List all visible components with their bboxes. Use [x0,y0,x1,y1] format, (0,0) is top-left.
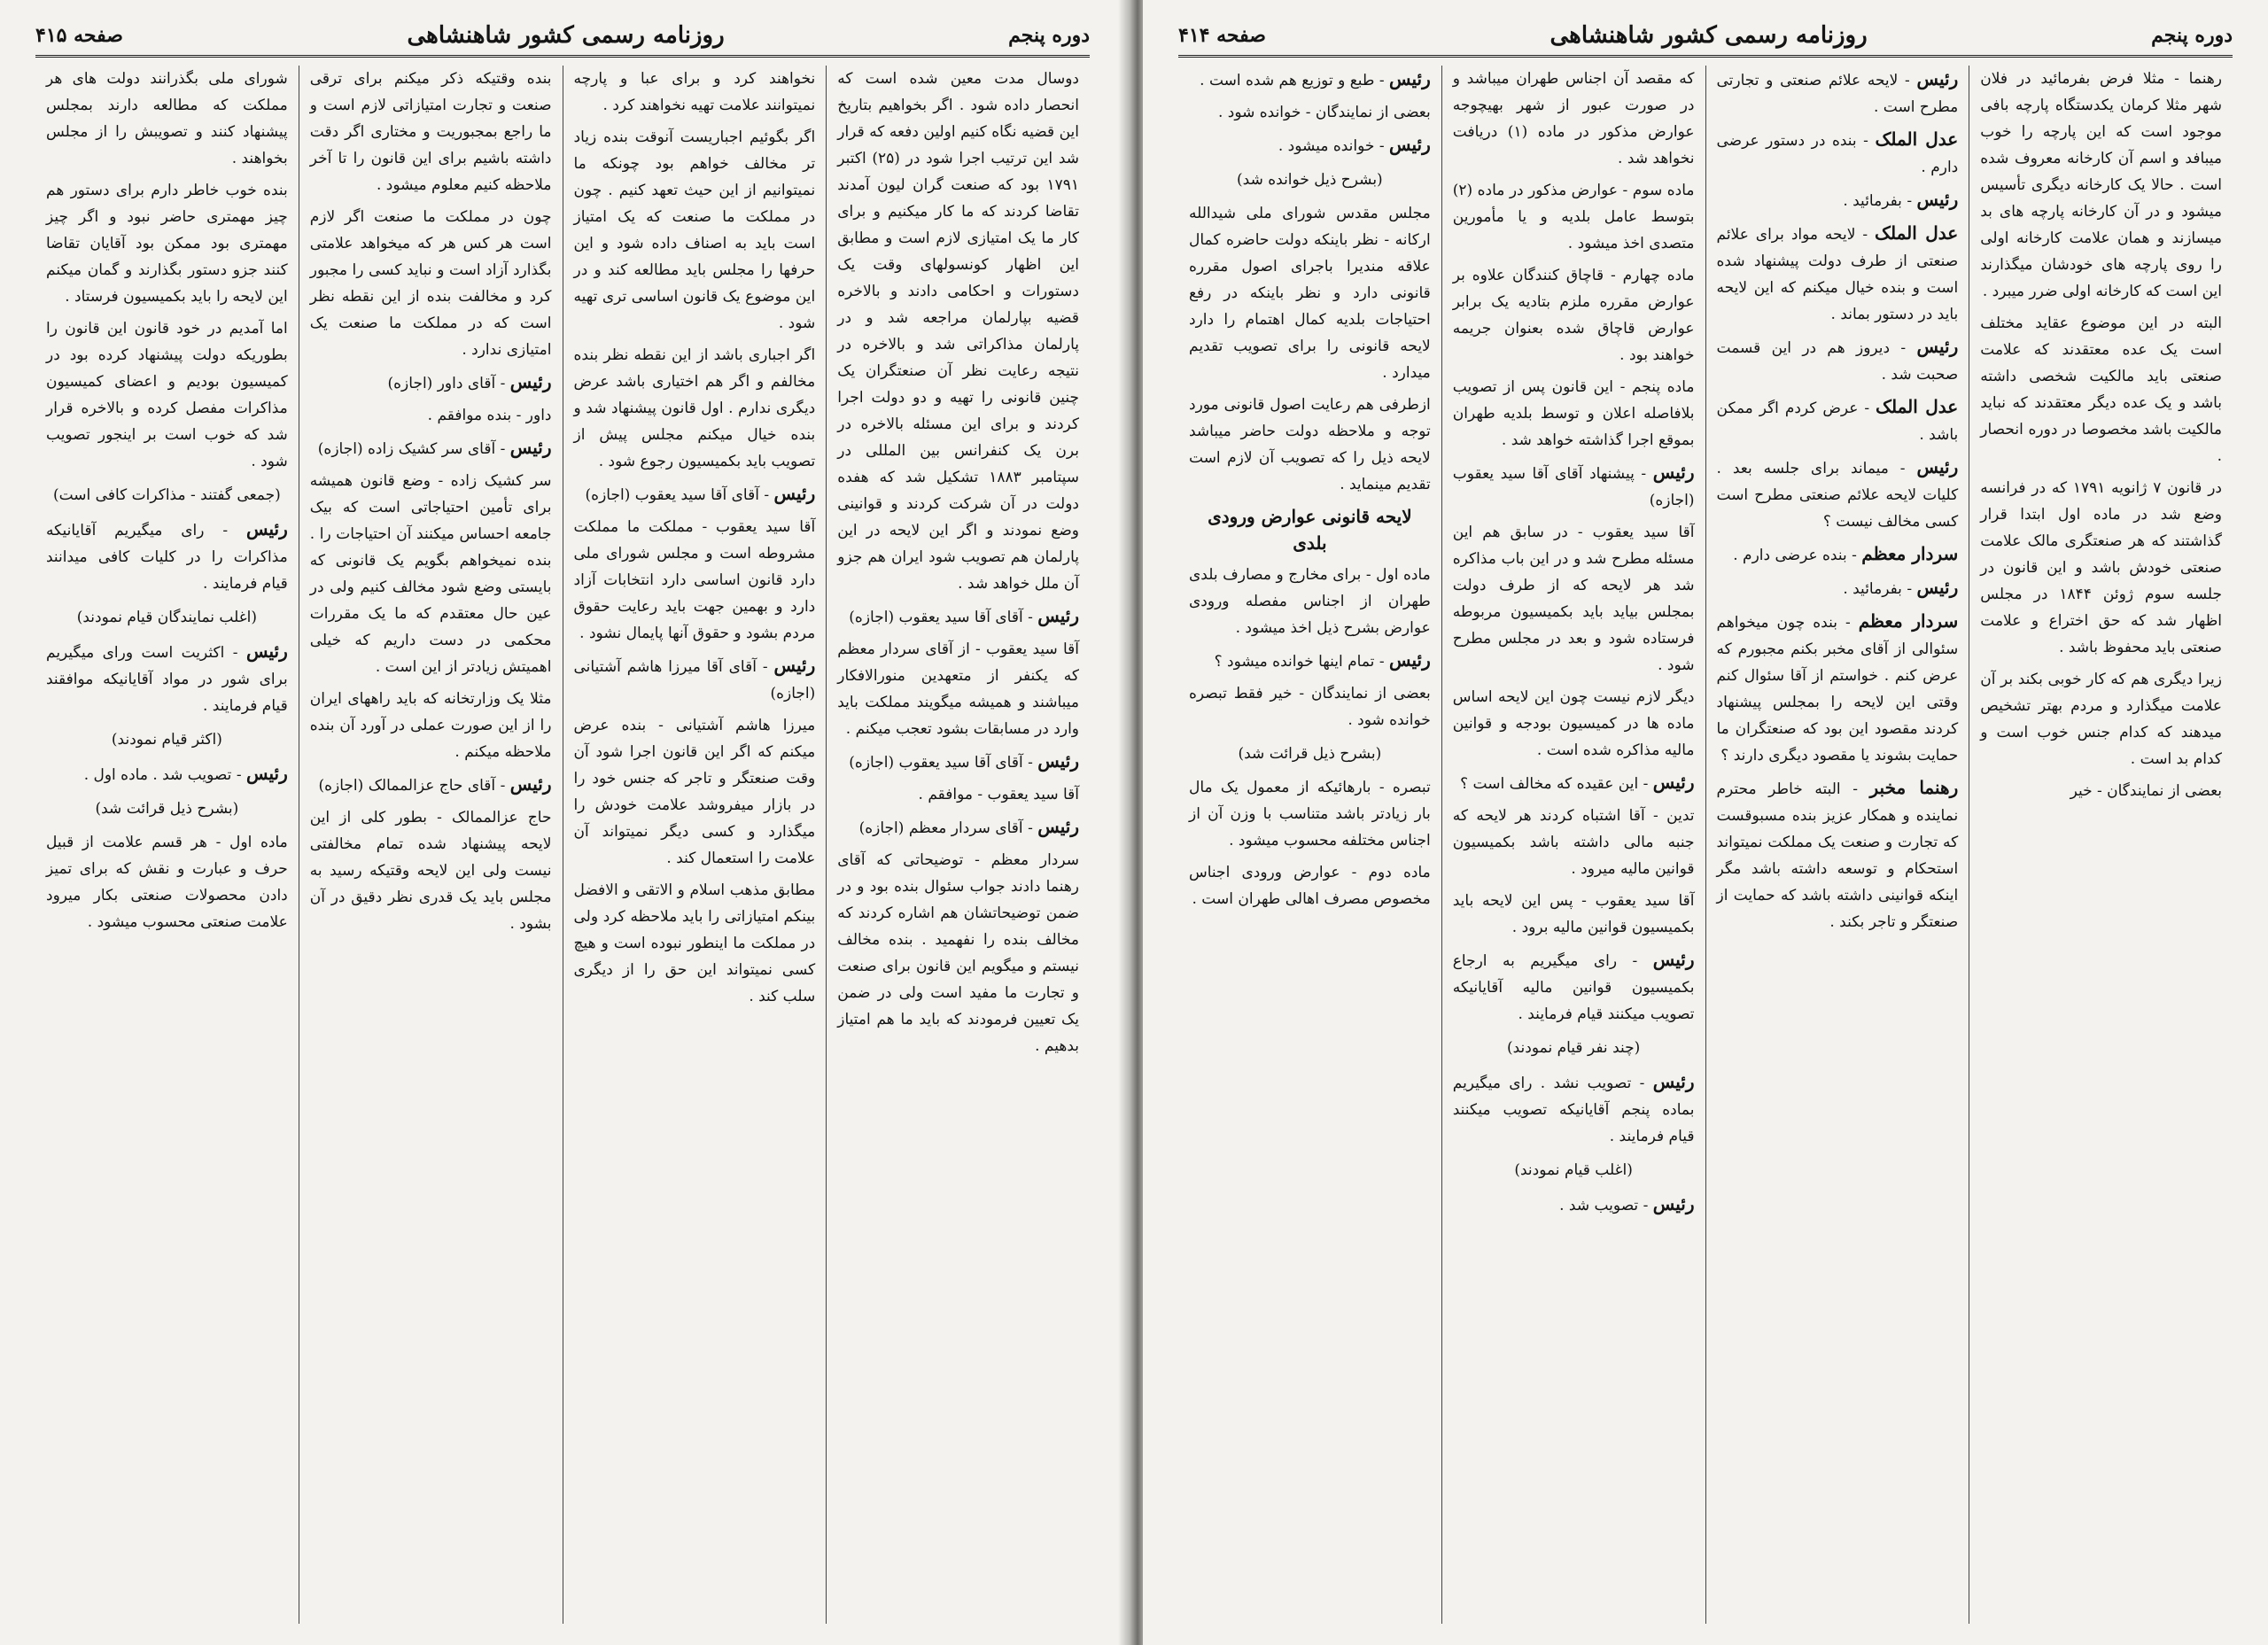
speaker-separator: - [1022,754,1038,772]
paragraph-text: سر کشیک زاده - وضع قانون همیشه برای تأمین احتیاجاتی است که بیک جامعه احساس میکنند آن احتیاجات را . بنده نمیخواهم بگویم یک قانونی که بایستی وضع شود مخالف کنیم ولی در عین حال معتقدم که ما یک مقررات محکمی در دست داریم که خیلی اهمیتش زیادتر از این است . [309,472,552,676]
page-header [35,16,1090,58]
speaker-separator: - [1901,580,1917,598]
paragraph-text: آقا سید یعقوب - در سابق هم این مسئله مطرح شد و در این باب مذاکره شد هر لایحه که از طرف دولت بمجلس بیاید باید بکمیسیون مربوطه فرستاده شود و بعد در مجلس مطرح شود . [1452,524,1695,674]
text-columns [1178,66,2233,1624]
paragraph-text: بعضی از نمایندگان - خوانده شود . [1217,104,1431,121]
paragraph-text: مثلا یک وزارتخانه که باید راههای ایران را از این صورت عملی در آورد آن بنده ملاحظه میکنم . [309,690,552,761]
paragraph-text: رای میگیریم به ارجاع بکمیسیون قوانین مالیه آقایانیکه تصویب میکنند قیام فرمایند . [1452,952,1695,1023]
paragraph-text: تمام اینها خوانده میشود ؟ [1214,653,1375,671]
paragraph [1453,177,1695,257]
paragraph-text: ازطرفی هم رعایت اصول قانونی مورد توجه و ملاحظه دولت حاضر میباشد لایحه ذیل را که تصویب آن لازم است تقدیم مینماید . [1189,396,1431,493]
paragraph [1980,475,2222,661]
speaker-separator: - [1890,339,1917,357]
paragraph [1980,666,2222,772]
paragraph [837,781,1079,808]
speaker-name: رئیس [1037,816,1079,837]
paragraph-text: اگر بگوئیم اجباریست آنوقت بنده زیاد تر مخالف خواهم بود چونکه ما نمیتوانیم از این حیث تعهد کنیم . چون در مملکت ما صنعت که یک امتیاز است باید به اصناف داده شود و این حرفها را مجلس باید مطالعه کند و در این موضوع یک قانون اساسی تری تهیه شود . [573,128,816,332]
paragraph-text: اکثریت است ورای میگیریم برای شور در مواد آقایانیکه موافقند قیام فرمایند . [46,644,288,715]
paragraph-text: لایحه مواد برای علائم صنعتی از طرف دولت پیشنهاد شده است و بنده خیال میکنم که این لایحه باید در دستور بماند . [1716,226,1959,323]
paragraph [1189,741,1431,767]
speaker-separator: - [1901,192,1917,210]
speaker-separator: - [1638,1197,1653,1214]
speaker-name: رهنما مخبر [1869,777,1959,798]
paragraph-text: آقای آقا سید یعقوب (اجازه) [849,609,1023,626]
paragraph [1717,574,1959,602]
period-label: دوره پنجم [2151,24,2233,47]
speaker-name: رئیس [1916,577,1959,598]
speaker-separator: - [1855,226,1876,244]
paragraph-text: آقا سید یعقوب - مملکت ما مملکت مشروطه است و مجلس شورای ملی دارد قانون اساسی دارد انتخابات آزاد دارد و بهمین جهت باید رعایت حقوق مردم بشود و حقوق آنها پایمال نشود . [573,518,816,642]
text-column [1969,66,2233,1624]
paragraph [1453,459,1695,514]
page-number: صفحه ۴۱۵ [35,24,123,47]
paragraph [310,434,552,462]
speaker-separator: - [231,766,246,784]
paragraph-text: حاج عزالممالک - بطور کلی از این لایحه پیشنهاد شده تمام مخالفتی نیست ولی این لایحه وقتیکه رسید به مجلس باید یک قدری نظر دقیق در آن بشود . [309,809,552,933]
paragraph [46,315,288,475]
speaker-separator: - [1638,775,1653,793]
speaker-separator: - [1374,137,1389,155]
paragraph [1453,374,1695,454]
paragraph [1453,769,1695,797]
paragraph-text: البته در این موضوع عقاید مختلف است یک عده معتقدند که علامت صنعتی باید مالکیت شخصی داشته باشد و یک عده دیگر معتقدند که نباید مالکیت باشد مخصوصا در دوره انحصار . [1980,314,2222,465]
paragraph-text: چون در مملکت ما صنعت اگر لازم است هر کس هر که میخواهد علامتی بگذارد آزاد است و نباید کسی را مجبور کرد و مخالفت بنده از این نقطه نظر است که در مملکت ما صنعت یک امتیازی ندارد . [309,208,552,359]
paragraph-text: آقای داور (اجازه) [387,375,496,392]
speaker-name: رئیس [1652,772,1695,793]
paragraph-text: البته خاطر محترم نماینده و همکار عزیز بنده مسبوقست که تجارت و صنعت یک مملکت نمیتواند استحکام و توسعه داشته باشد مگر اینکه قوانینی داشته باشد که حمایت از صنعتگر و تاجر بکند . [1716,780,1959,931]
paragraph [46,829,288,935]
paragraph-text: رای میگیریم آقایانیکه مذاکرات را در کلیات کافی میدانند قیام فرمایند . [46,522,288,593]
paragraph [46,726,288,753]
speaker-separator: - [1888,460,1917,477]
speaker-name: سردار معظم [1861,543,1959,564]
speaker-separator: - [758,486,774,504]
speaker-name: رئیس [1916,189,1959,210]
paragraph [310,804,552,937]
paragraph-text: پیشنهاد آقای آقا سید یعقوب (اجازه) [1452,465,1695,509]
paragraph-text: بنده خوب خاطر دارم برای دستور هم چیز مهمتری حاضر نبود و اگر چیز مهمتری بود ممکن بود آقایان تقاضا کنند جزو دستور بگذارند و گمان میکنم این لایحه را باید بکمیسیون فرستاد . [46,182,288,306]
paragraph [310,771,552,799]
paragraph-text: آقای آقا میرزا هاشم آشتیانی (اجازه) [573,658,816,702]
paragraph-text: بفرمائید . [1843,580,1902,598]
paragraph-text: مطابق مذهب اسلام و الاتقی و الافضل بینکم امتیازاتی را باید ملاحظه کرد ولی در مملکت ما اینطور نبوده است و هیچ کسی نمیتواند این حق را از دیگری سلب کند . [573,881,816,1005]
paragraph [837,636,1079,742]
speaker-name: رئیس [1037,605,1079,626]
paragraph [837,847,1079,1059]
period-label: دوره پنجم [1008,24,1090,47]
paragraph [46,482,288,508]
paragraph [1453,1157,1695,1183]
paragraph [1980,778,2222,804]
paragraph-text: ماده چهارم - قاچاق کنندگان علاوه بر عوارض مقرره ملزم بتادیه یک برابر عوارض قاچاق شده بعنوان جریمه خواهند بود . [1452,267,1695,364]
paragraph-text: بعضی از نمایندگان - خیر [2070,782,2222,800]
paragraph-text: این عقیده که مخالف است ؟ [1460,775,1639,793]
speaker-name: سردار معظم [1858,610,1959,632]
paragraph-text: بعضی از نمایندگان - خیر فقط تبصره خوانده شود . [1189,685,1431,729]
paragraph-text: بنده در دستور عرضی دارم . [1716,132,1959,176]
right-page [1143,0,2268,1645]
paragraph [837,813,1079,842]
speaker-name: رئیس [245,640,288,662]
paragraph-text: (اغلب نمایندگان قیام نمودند) [76,609,257,626]
paragraph-text: زیرا دیگری هم که کار خوبی بکند بر آن علامت میگذارد و مردم بهتر تشخیص میدهند که کدام جنس خوب است و کدام بد است . [1980,671,2222,768]
paragraph [1189,131,1431,159]
page-header [1178,16,2233,58]
paragraph [574,342,816,475]
paragraph-text: (بشرح ذیل قرائت شد) [1238,745,1382,763]
text-column [1441,66,1705,1624]
paragraph [46,66,288,172]
paragraph-text: تصویب نشد . رای میگیریم بماده پنجم آقایانیکه تصویب میکنند قیام فرمایند . [1452,1075,1695,1145]
speaker-separator: - [495,440,510,458]
paragraph [1189,99,1431,126]
speaker-name: رئیس [773,655,816,676]
paragraph [1453,803,1695,882]
paragraph-text: تدین - آقا اشتباه کردند هر لایحه که جنبه مالی داشته باشد بکمیسیون قوانین مالیه میرود . [1452,807,1695,878]
paragraph [46,516,288,597]
paragraph [1189,392,1431,498]
speaker-name: رئیس [773,483,816,504]
paragraph [1189,680,1431,733]
speaker-name: رئیس [1916,336,1959,357]
paragraph-text: لایحه علائم صنعتی و تجارتی مطرح است . [1716,72,1959,116]
speaker-name: رئیس [1388,68,1431,89]
speaker-separator: - [1858,400,1876,417]
speaker-name: عدل الملک [1876,396,1959,417]
paragraph-text: ماده اول - هر قسم علامت از قبیل حرف و عبارت و نقش که برای تمیز دادن محصولات صنعتی بکار میرود علامت صنعتی محسوب میشود . [46,834,288,931]
paragraph [1717,393,1959,448]
text-column [826,66,1090,1624]
paragraph [1717,220,1959,328]
speaker-separator: - [224,644,246,662]
speaker-separator: - [1374,72,1389,89]
paragraph-text: آقای سر کشیک زاده (اجازه) [317,440,496,458]
paragraph [1453,946,1695,1028]
paragraph-text: آقای آقا سید یعقوب (اجازه) [849,754,1023,772]
paragraph [310,402,552,429]
paragraph [1453,1191,1695,1219]
paragraph [574,652,816,707]
paragraph [1980,310,2222,469]
paragraph-text: آقای سردار معظم (اجازه) [858,819,1023,837]
paragraph [1717,608,1959,769]
paragraph [1453,66,1695,172]
paragraph-text: رهنما - مثلا فرض بفرمائید در فلان شهر مثلا کرمان یکدستگاه پارچه بافی موجود است که این پارچه را خوب میبافد و اسم آن کارخانه معروف شده است . حالا یک کارخانه دیگری تأسیس میشود و در آن کارخانه پارچه های بد میسازند و همان علامت کارخانه اولی را روی پارچه های خودشان میگذارند این است که کارخانه اولی ضرر میبرد . [1980,70,2222,300]
paragraph-text: تصویب شد . ماده اول . [83,766,232,784]
paragraph-text: (بشرح ذیل خوانده شد) [1237,171,1383,189]
speaker-separator: - [1374,653,1389,671]
paragraph [46,760,288,788]
speaker-separator: - [1846,547,1862,564]
paragraph-text: ماده سوم - عوارض مذکور در ماده (۲) بتوسط عامل بلدیه و یا مأمورین متصدی اخذ میشود . [1452,182,1695,252]
speaker-separator: - [1837,614,1859,632]
speaker-name: رئیس [1916,456,1959,477]
paragraph-text: مجلس مقدس شورای ملی شیدالله ارکانه - نظر باینکه دولت حاضره کمال علاقه مندیرا باجرای اصول مقرره قانونی دارد و نظر باینکه در رفع احتیاجات بلدیه کمال اهتمام را دارد لایحه قانونی را برای تصویب تقدیم میدارد . [1189,205,1431,382]
text-column [1178,66,1441,1624]
newspaper-title: روزنامه رسمی کشور شاهنشاهی [1550,22,1868,49]
speaker-name: رئیس [245,518,288,539]
paragraph-text: سردار معظم - توضیحاتی که آقای رهنما دادند جواب سئوال بنده بود و در ضمن توضیحاتشان هم اشاره کردند که مخالف بنده را نفهمید . بنده مخالف نیستم و میگویم این قانون برای صنعت و تجارت ما مفید است ولی در ضمن یک تعیین فرمودند که باید ما هم امتیاز بدهیم . [837,851,1079,1055]
paragraph-text: خوانده میشود . [1278,137,1375,155]
paragraph-text: ماده دوم - عوارض ورودی اجناس مخصوص مصرف اهالی طهران است . [1189,864,1431,908]
speaker-name: رئیس [509,371,552,392]
paragraph-text: میرزا هاشم آشتیانی - بنده عرض میکنم که اگر این قانون اجرا شود آن وقت صنعتگر و تاجر که جنس خود را در بازار میفروشد علامت خودش را میگذارد و کسی دیگر نمیتواند آن علامت را استعمال کند . [573,717,816,867]
speaker-name: رئیس [1652,949,1695,970]
paragraph [1189,66,1431,94]
speaker-separator: - [1898,72,1917,89]
paragraph-text: بنده عرضی دارم . [1733,547,1847,564]
paragraph [310,468,552,680]
paragraph-text: عرض کردم اگر ممکن باشد . [1716,400,1959,444]
paragraph-text: شورای ملی بگذرانند دولت های هر مملکت که مطالعه دارند بمجلس پیشنهاد کنند و تصویبش را از مجلس بخواهند . [46,70,288,167]
speaker-name: رئیس [1652,462,1695,483]
page-number: صفحه ۴۱۴ [1178,24,1266,47]
paragraph-text: دوسال مدت معین شده است که انحصار داده شود . اگر بخواهیم بتاریخ این قضیه نگاه کنیم اولین دفعه که قرار شد این ترتیب اجرا شود در (۲۵) اکتبر ۱۷۹۱ بود که صنعت گران لیون آمدند تقاضا کردند که ما کار میکنیم و برای کار ما یک امتیازی لازم است و مطابق این اظهار کونسولهای وقت یک دستورات و احکامی دادند و بالاخره قضیه بپارلمان مراجعه شد و در پارلمان مذاکراتی شد و بالاخره در نتیجه رعایت نظر آن صنعتگران یک چنین قانونی را تهیه و دو دولت اجرا کردند و برای این مسئله بالاخره در برن یک کنفرانس بین المللی در سپتامبر ۱۸۸۳ تشکیل شد که هفده دولت در آن شرکت کردند و قوانینی وضع نمودند و اگر این لایحه در این پارلمان هم تصویب شود ایران هم جزو آن ملل خواهد شد . [837,70,1079,593]
newspaper-title: روزنامه رسمی کشور شاهنشاهی [407,22,725,49]
paragraph-text: میماند برای جلسه بعد . کلیات لایحه علائم صنعتی مطرح است کسی مخالف نیست ؟ [1716,460,1959,531]
paragraph [1717,454,1959,535]
paragraph-text: اما آمدیم در خود قانون این قانون را بطوریکه دولت پیشنهاد کرده بود در کمیسیون بودیم و اعضای کمیسیون مذاکرات مفصل کرده و بالاخره قرار شد که خوب است بر اینجور تصویب شود . [46,320,288,470]
speaker-name: رئیس [245,763,288,784]
paragraph [46,604,288,631]
paragraph-text: آقا سید یعقوب - از آقای سردار معظم که یکنفر از متعهدین منورالافکار میباشند و همیشه میگویند مملکت باید وارد در مسابقات بشود تعجب میکنم . [837,640,1079,738]
paragraph-text: آقا سید یعقوب - پس این لایحه باید بکمیسیون قوانین مالیه برود . [1452,892,1695,936]
paragraph [837,66,1079,597]
paragraph [574,712,816,872]
speaker-name: رئیس [1916,68,1959,89]
paragraph [1189,167,1431,193]
paragraph-text: بفرمائید . [1843,192,1902,210]
paragraph-text: آقا سید یعقوب - موافقم . [918,786,1079,803]
paragraph [574,514,816,647]
paragraph [574,124,816,337]
speaker-separator: - [1634,465,1653,483]
paragraph-text: (اغلب قیام نمودند) [1514,1161,1633,1179]
text-column [35,66,299,1624]
paragraph-text: در قانون ۷ ژانویه ۱۷۹۱ که در فرانسه وضع شد در ماده اول ابتدا قرار گذاشتند که هر صنعتگری مالک علامت صنعتی خودش باشد و این قانون در جلسه سوم ژوئن ۱۸۴۴ در مجلس اظهار شد که حق اختراع و علامت صنعتی باید محفوظ باشد . [1980,479,2222,656]
speaker-name: رئیس [1388,134,1431,155]
paragraph [46,795,288,822]
paragraph [1189,774,1431,854]
paragraph [1189,859,1431,912]
paragraph-text: دیروز هم در این قسمت صحبت شد . [1716,339,1959,384]
paragraph-text: طبع و توزیع هم شده است . [1200,72,1375,89]
paragraph-text: آقای حاج عزالممالک (اجازه) [318,777,496,795]
left-page [0,0,1125,1645]
speaker-name: رئیس [1037,750,1079,772]
paragraph [1717,774,1959,935]
paragraph [1717,186,1959,214]
paragraph [310,686,552,765]
speaker-name: رئیس [509,437,552,458]
paragraph [310,204,552,363]
paragraph-text: بنده چون میخواهم سئوالی از آقای مخبر بکنم مجبورم که عرض کنم . خواستم از آقا سئوال کنم وقتی این لایحه را بمجلس پیشنهاد کردند مقصود این بود که صنعتگران ما حمایت بشوند یا مقصود دیگری دارند ؟ [1716,614,1959,764]
speaker-name: رئیس [1652,1193,1695,1214]
paragraph [1453,684,1695,764]
paragraph [574,877,816,1010]
section-title: لایحه قانونی عوارض ورودی بلدی [1208,506,1412,554]
paragraph [1717,333,1959,388]
paragraph-text: (چند نفر قیام نمودند) [1506,1039,1641,1057]
paragraph-text: که مقصد آن اجناس طهران میباشد و در صورت عبور از شهر بهیچوجه عوارض مذکور در ماده (۱) دریافت نخواهد شد . [1452,70,1695,167]
text-column [299,66,563,1624]
paragraph [310,369,552,397]
text-column [1705,66,1969,1624]
paragraph [1717,540,1959,569]
paragraph-text: تبصره - بارهائیکه از معمول یک مال بار زیادتر باشد متناسب با وزن آن از اجناس مختلفه محسوب میشود . [1189,779,1431,850]
speaker-separator: - [495,777,510,795]
paragraph-text: ماده پنجم - این قانون پس از تصویب بلافاصله اعلان و توسط بلدیه طهران بموقع اجرا گذاشته خواهد شد . [1452,378,1695,449]
paragraph-text: ماده اول - برای مخارج و مصارف بلدی طهران از اجناس مفصله ورودی عوارض بشرح ذیل اخذ میشود . [1189,566,1431,637]
paragraph [1453,1068,1695,1150]
paragraph [837,748,1079,776]
paragraph-text: اگر اجباری باشد از این نقطه نظر بنده مخالفم و اگر هم اختیاری باشد عرض دیگری ندارم . اول قانون پیشنهاد شد و بنده خیال میکنم مجلس پیش از تصویب باید بکمیسیون رجوع شود . [573,346,816,470]
paragraph [837,602,1079,631]
paragraph [1453,519,1695,679]
paragraph-text: (اکثر قیام نمودند) [111,731,222,749]
paragraph [46,177,288,310]
speaker-name: رئیس [509,773,552,795]
paragraph [1453,1035,1695,1061]
paragraph-text: داور - بنده موافقم . [427,407,552,424]
paragraph [1717,66,1959,120]
paragraph [574,66,816,119]
paragraph-text: دیگر لازم نیست چون این لایحه اساس ماده ها در کمیسیون بودجه و قوانین مالیه مذاکره شده است . [1452,688,1695,759]
paragraph-text: تصویب شد . [1559,1197,1639,1214]
speaker-separator: - [204,522,246,539]
paragraph [1717,126,1959,181]
paragraph-text: نخواهند کرد و برای عبا و پارچه نمیتوانند علامت تهیه نخواهند کرد . [573,70,816,114]
paragraph [1453,888,1695,941]
paragraph-text: (جمعی گفتند - مذاکرات کافی است) [52,486,281,504]
paragraph [1453,262,1695,369]
paragraph-text: (بشرح ذیل قرائت شد) [95,800,239,818]
paragraph [46,638,288,719]
speaker-name: عدل الملک [1875,222,1959,244]
speaker-separator: - [1022,819,1038,837]
speaker-name: رئیس [1652,1071,1695,1092]
speaker-name: عدل الملک [1875,128,1959,150]
paragraph [1980,66,2222,305]
paragraph [1189,647,1431,675]
speaker-separator: - [495,375,510,392]
paragraph [574,480,816,508]
paragraph [1189,200,1431,386]
speaker-separator: - [1840,780,1870,798]
speaker-name: رئیس [1388,649,1431,671]
text-columns [35,66,1090,1624]
paragraph [1189,562,1431,641]
speaker-separator: - [756,658,774,676]
speaker-separator: - [1022,609,1038,626]
paragraph [310,66,552,198]
text-column [563,66,827,1624]
speaker-separator: - [1631,1075,1653,1092]
speaker-separator: - [1856,132,1876,150]
paragraph-text: بنده وقتیکه ذکر میکنم برای ترقی صنعت و تجارت امتیازاتی لازم است و ما راجع بمجبوریت و مختاری اگر دقت داشته باشیم برای این قانون را تا آخر ملاحظه کنیم معلوم میشود . [309,70,552,194]
paragraph-text: آقای آقا سید یعقوب (اجازه) [585,486,759,504]
speaker-separator: - [1617,952,1653,970]
